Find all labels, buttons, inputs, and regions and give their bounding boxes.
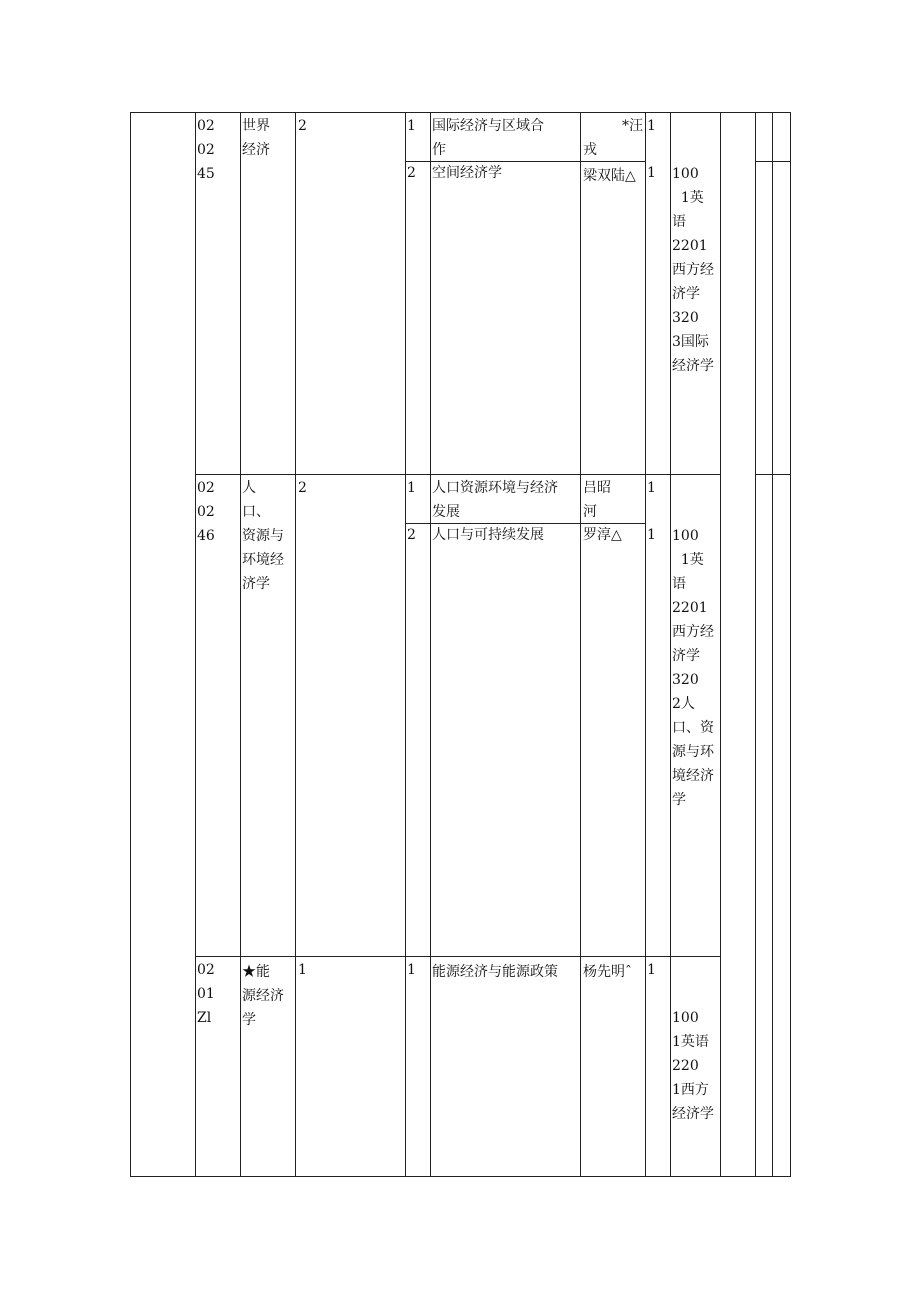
direction-number: 1 (407, 962, 416, 978)
supervisor: *汪 戎 (583, 118, 643, 158)
supervisor: 吕昭 河 (583, 480, 611, 520)
direction-count: 2 (298, 118, 307, 134)
direction-count: 1 (298, 962, 307, 978)
enrollment-count: 1 (647, 527, 656, 543)
major-code: 02 02 45 (197, 118, 215, 182)
table-border-bottom (130, 1176, 791, 1177)
table-border-left (130, 112, 131, 1177)
column-line (195, 112, 196, 1177)
major-code: 02 02 46 (197, 480, 215, 544)
major-name: 世界 经济 (242, 118, 270, 158)
direction-name: 人口与可持续发展 (432, 527, 544, 543)
column-line (295, 112, 296, 1177)
supervisor: 罗淳△ (583, 527, 622, 543)
enrollment-count: 1 (647, 118, 656, 134)
column-line (405, 112, 406, 1177)
exam-subjects: 100 1英 语 2201 西方经 济学 320 2人 口、资 源与环 境经济 学 (672, 528, 714, 808)
column-line (430, 112, 431, 1177)
enrollment-count: 1 (647, 480, 656, 496)
direction-number: 2 (407, 527, 416, 543)
direction-name: 人口资源环境与经济 发展 (432, 480, 558, 520)
direction-number: 1 (407, 118, 416, 134)
direction-name: 空间经济学 (432, 165, 502, 181)
supervisor: 杨先明ˆ (583, 964, 632, 980)
column-line (772, 112, 773, 1177)
table-border-top (130, 112, 791, 113)
major-name: 人 口、 资源与 环境经 济学 (242, 480, 284, 592)
exam-subjects: 100 1英 语 2201 西方经 济学 320 3国际 经济学 (672, 166, 714, 374)
exam-subjects: 100 1英语 220 1西方 经济学 (672, 1010, 714, 1122)
major-name: ★能 源经济 学 (242, 964, 284, 1028)
enrollment-count: 1 (647, 165, 656, 181)
direction-number: 2 (407, 165, 416, 181)
major-code: 02 01 Zl (197, 962, 215, 1026)
column-line (580, 112, 581, 1177)
row-separator (195, 956, 720, 957)
table-border-right (790, 112, 791, 1177)
column-line (720, 112, 721, 1177)
sub-row-separator-right (755, 161, 791, 162)
direction-number: 1 (407, 480, 416, 496)
row-separator (195, 474, 720, 475)
column-line (755, 112, 756, 1177)
direction-name: 能源经济与能源政策 (432, 964, 558, 980)
supervisor: 梁双陆△ (583, 168, 636, 184)
enrollment-count: 1 (647, 962, 656, 978)
column-line (670, 112, 671, 1177)
direction-count: 2 (298, 480, 307, 496)
column-line (645, 112, 646, 1177)
direction-name: 国际经济与区域合 作 (432, 118, 544, 158)
row-separator-right (755, 474, 791, 475)
